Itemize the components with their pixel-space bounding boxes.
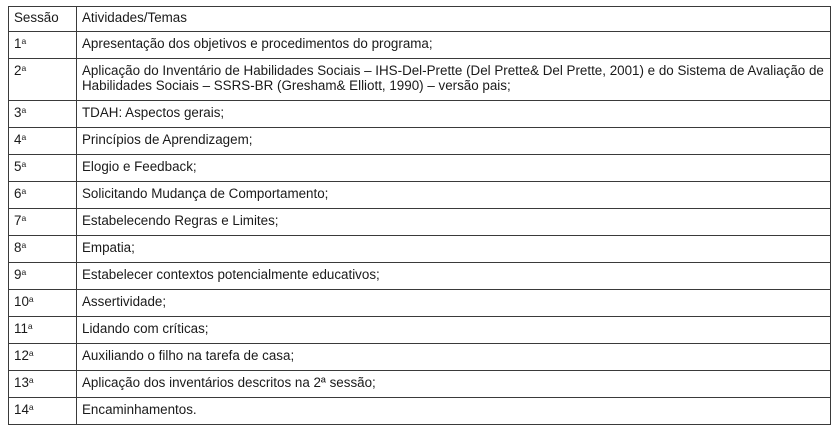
session-number: 7 — [14, 213, 22, 228]
table-row — [9, 290, 831, 317]
table-row — [9, 398, 831, 425]
session-number: 14 — [14, 402, 29, 417]
session-number-cell — [9, 263, 77, 290]
table-row — [9, 371, 831, 398]
session-number-cell — [9, 236, 77, 263]
session-activity: Aplicação do Inventário de Habilidades Sociais – IHS-Del-Prette (Del Prette& Del Prette, 2001) e do Sistema de Avaliação de Habilidades Sociais – SSRS-BR (Gresham& Elliott, 1990) – versão pais; — [77, 59, 831, 101]
session-number: 2 — [14, 63, 22, 78]
session-number: 8 — [14, 240, 22, 255]
session-activity: Aplicação dos inventários descritos na 2ª sessão; — [77, 371, 831, 398]
session-activity: Estabelecendo Regras e Limites; — [77, 209, 831, 236]
session-number-cell — [9, 290, 77, 317]
table-row — [9, 101, 831, 128]
session-activity: Elogio e Feedback; — [77, 155, 831, 182]
session-number-cell — [9, 32, 77, 59]
session-number-cell — [9, 59, 77, 101]
ordinal-marker: a — [28, 375, 34, 385]
ordinal-marker: a — [28, 402, 34, 412]
table-row — [9, 317, 831, 344]
session-activity: Apresentação dos objetivos e procedimentos do programa; — [77, 32, 831, 59]
table-header-row — [9, 7, 831, 32]
session-number-cell — [9, 155, 77, 182]
session-number: 9 — [14, 267, 22, 282]
session-activity: Assertividade; — [77, 290, 831, 317]
session-number-cell — [9, 128, 77, 155]
session-number: 10 — [14, 294, 29, 309]
table-row — [9, 344, 831, 371]
ordinal-marker: a — [21, 267, 27, 277]
session-number-cell — [9, 317, 77, 344]
table-row — [9, 236, 831, 263]
session-number-cell — [9, 101, 77, 128]
sessions-table — [8, 6, 831, 425]
session-activity: Estabelecer contextos potencialmente educativos; — [77, 263, 831, 290]
table-row — [9, 155, 831, 182]
table-row — [9, 128, 831, 155]
session-number-cell — [9, 182, 77, 209]
ordinal-marker: a — [27, 321, 33, 331]
session-number: 1 — [14, 36, 22, 51]
table-row — [9, 182, 831, 209]
session-activity: Empatia; — [77, 236, 831, 263]
ordinal-marker: a — [21, 213, 27, 223]
session-number-cell — [9, 371, 77, 398]
session-activity: Lidando com críticas; — [77, 317, 831, 344]
session-number-cell — [9, 209, 77, 236]
header-session: Sessão — [9, 7, 77, 32]
ordinal-marker: a — [21, 186, 27, 196]
header-activities: Atividades/Temas — [77, 7, 831, 32]
ordinal-marker: a — [28, 348, 34, 358]
session-number: 3 — [14, 105, 22, 120]
session-activity: Auxiliando o filho na tarefa de casa; — [77, 344, 831, 371]
session-number: 13 — [14, 375, 29, 390]
ordinal-marker: a — [21, 159, 27, 169]
session-activity: TDAH: Aspectos gerais; — [77, 101, 831, 128]
table-row — [9, 263, 831, 290]
session-number: 6 — [14, 186, 22, 201]
session-number: 12 — [14, 348, 29, 363]
session-number-cell — [9, 344, 77, 371]
session-activity: Solicitando Mudança de Comportamento; — [77, 182, 831, 209]
session-number: 4 — [14, 132, 22, 147]
ordinal-marker: a — [28, 294, 34, 304]
ordinal-marker: a — [21, 132, 27, 142]
session-activity: Encaminhamentos. — [77, 398, 831, 425]
session-number-cell — [9, 398, 77, 425]
table-row — [9, 32, 831, 59]
table-row — [9, 59, 831, 101]
table-row — [9, 209, 831, 236]
ordinal-marker: a — [21, 36, 27, 46]
ordinal-marker: a — [21, 240, 27, 250]
session-activity: Princípios de Aprendizagem; — [77, 128, 831, 155]
ordinal-marker: a — [21, 105, 27, 115]
session-number: 5 — [14, 159, 22, 174]
session-number: 11 — [14, 321, 28, 336]
ordinal-marker: a — [21, 63, 27, 73]
